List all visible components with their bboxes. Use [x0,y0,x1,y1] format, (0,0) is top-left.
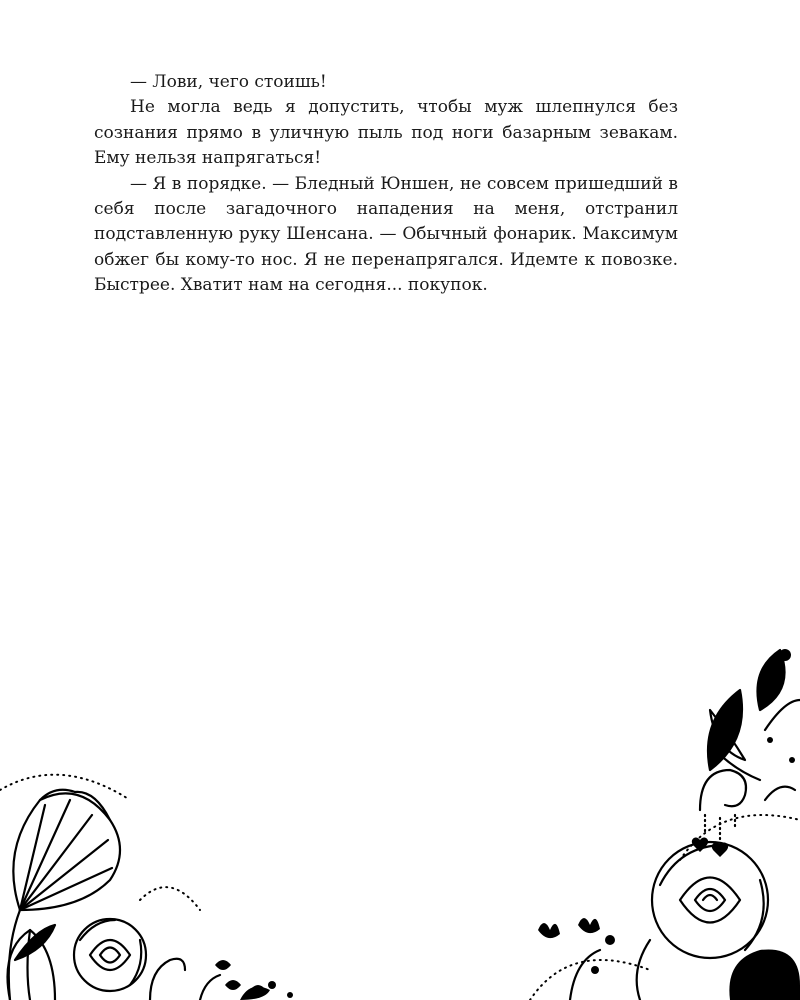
page-text [94,70,678,299]
paragraph-3: — Я в порядке. — Бледный Юншен, не совсем пришедший в себя после загадочного нападения на меня, отстранил подставленную руку Шенсана. — Обычный фонарик. Максимум обжег бы кому-то нос. Я не перенапрягался. Идемте к повозке. Быстрее. Хватит нам на сегодня... покупок. [94,173,678,296]
paragraph-2: Не могла ведь я допустить, чтобы муж шлепнулся без сознания прямо в уличную пыль под ноги базарным зевакам. Ему нельзя напрягаться! [94,97,678,169]
floral-ornament-left-icon [0,760,320,1000]
paragraph-1: — Лови, чего стоишь! [130,72,327,92]
floral-ornament-right-icon [510,640,800,1000]
